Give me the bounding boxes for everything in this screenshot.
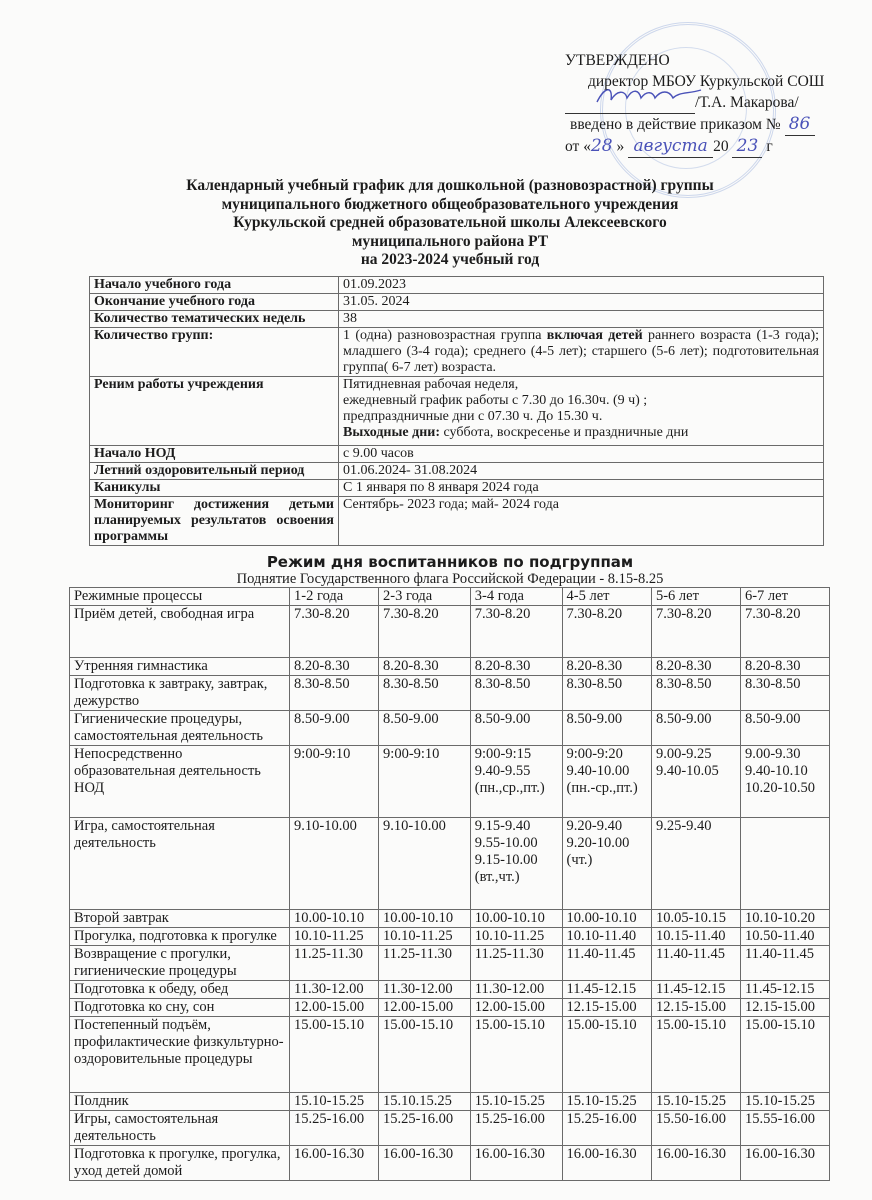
time-value: 7.30-8.20 (294, 606, 350, 622)
time-value: 12.00-15.00 (294, 999, 365, 1015)
time-value: 15.00-15.10 (744, 1017, 816, 1033)
table-row: Количество тематических недель 38 (90, 311, 824, 328)
time-value: 9.10-10.00 (294, 818, 357, 834)
time-cell (651, 981, 740, 999)
time-cell (740, 910, 829, 928)
time-cell (379, 676, 471, 711)
time-cell (470, 946, 562, 981)
table-row (70, 746, 830, 818)
time-cell (651, 1111, 740, 1146)
approval-block (565, 50, 865, 158)
time-cell (651, 676, 740, 711)
time-value: 11.25-11.30 (294, 946, 364, 962)
time-cell (651, 818, 740, 910)
time-cell (290, 711, 379, 746)
schedule-subtitle: Поднятие Государственного флага Российской Федерации - 8.15-8.25 (236, 571, 664, 587)
time-cell (651, 1017, 740, 1093)
table-row (70, 818, 830, 910)
time-value: 15.10-15.25 (294, 1093, 365, 1109)
document-title: Календарный учебный график для дошкольной (разновозрастной) группы муниципального бюджетного общеобразовательного учреждения Куркульской средней образовательной школы Алексеевского муниципального района РТ на 2023-2024 учебный год (186, 177, 714, 268)
table-row: Количество групп: 1 (одна) разновозрастная группа включая детей раннего возраста (1-3 года); младшего (3-4 года); среднего (4-5 лет); старшего (5-6 лет); подготовительная группа( 6-7 лет) возраста. (90, 328, 824, 377)
column-header: 6-7 лет (740, 588, 829, 606)
time-cell (379, 1093, 471, 1111)
time-cell (470, 1093, 562, 1111)
process-cell: Утренняя гимнастика (70, 658, 290, 676)
order-day: 28 (590, 136, 613, 156)
table-row: Окончание учебного года 31.05. 2024 (90, 294, 824, 311)
time-cell (470, 910, 562, 928)
time-value: 7.30-8.20 (474, 606, 531, 622)
column-header: 3-4 года (470, 588, 562, 606)
time-value: 11.25-11.30 (383, 946, 453, 962)
time-cell (740, 1146, 829, 1181)
time-value: 8.30-8.50 (383, 676, 439, 692)
time-value: 8.20-8.30 (566, 658, 623, 674)
table-row (70, 658, 830, 676)
time-value: 7.30-8.20 (383, 606, 439, 622)
time-cell (562, 910, 651, 928)
time-value: 9.25-9.40 (655, 818, 712, 834)
time-value: 9.40-10.10 (744, 763, 808, 779)
time-value: 9.20-10.00 (566, 835, 630, 851)
time-cell (651, 1146, 740, 1181)
time-cell (290, 981, 379, 999)
time-cell (740, 928, 829, 946)
time-cell (379, 746, 471, 818)
time-value: 11.30-12.00 (474, 981, 545, 997)
time-value: 11.30-12.00 (383, 981, 453, 997)
time-value: 12.15-15.00 (744, 999, 816, 1015)
time-value: 9.00-9.30 (744, 746, 801, 762)
time-value: 10.10-11.25 (294, 928, 364, 944)
time-value: 8.50-9.00 (744, 711, 801, 727)
process-cell: Полдник (70, 1093, 290, 1111)
time-value: 8.30-8.50 (566, 676, 623, 692)
time-value: 8.30-8.50 (655, 676, 712, 692)
table-row: Реним работы учреждения Пятидневная рабочая неделя, ежедневный график работы с 7.30 до 16.30ч. (9 ч) ; предпраздничные дни с 07.30 ч. До 15.30 ч. Выходные дни: суббота, воскресенье и праздничные дни (90, 377, 824, 446)
time-value: 7.30-8.20 (655, 606, 712, 622)
order-year: 23 (732, 136, 762, 158)
time-value: 11.40-11.45 (744, 946, 814, 962)
time-cell (379, 818, 471, 910)
process-cell: Приём детей, свободная игра (70, 606, 290, 658)
time-cell (562, 1111, 651, 1146)
time-cell (470, 606, 562, 658)
process-cell: Подготовка к обеду, обед (70, 981, 290, 999)
time-value: 11.30-12.00 (294, 981, 364, 997)
table-header-row (70, 588, 830, 606)
time-value: 16.00-16.30 (566, 1146, 637, 1162)
time-value: 16.00-16.30 (744, 1146, 816, 1162)
time-cell (562, 928, 651, 946)
time-cell (290, 999, 379, 1017)
table-row: Начало учебного года 01.09.2023 (90, 277, 824, 294)
time-value: 9.20-9.40 (566, 818, 623, 834)
approval-signature-line (565, 92, 865, 114)
time-value: 9.10-10.00 (383, 818, 446, 834)
time-value: 10.00-10.10 (474, 910, 545, 926)
time-cell (562, 606, 651, 658)
table-row (70, 1111, 830, 1146)
time-cell (740, 946, 829, 981)
approval-heading: УТВЕРЖДЕНО (565, 52, 670, 69)
time-value: 12.15-15.00 (655, 999, 727, 1015)
time-cell (290, 1017, 379, 1093)
time-value: 11.45-12.15 (744, 981, 815, 997)
time-cell (379, 1146, 471, 1181)
time-value: 8.20-8.30 (655, 658, 712, 674)
time-value: 11.45-12.15 (655, 981, 726, 997)
time-cell (651, 928, 740, 946)
time-cell (470, 1146, 562, 1181)
time-value: 16.00-16.30 (655, 1146, 727, 1162)
time-value: (пн.-ср.,пт.) (566, 780, 638, 796)
column-header: 4-5 лет (562, 588, 651, 606)
time-cell (470, 999, 562, 1017)
time-value: 15.50-16.00 (655, 1111, 727, 1127)
time-cell (379, 981, 471, 999)
table-row (70, 1093, 830, 1111)
time-value: 12.00-15.00 (383, 999, 454, 1015)
daily-schedule-table (69, 587, 830, 1181)
time-value: 11.40-11.45 (655, 946, 725, 962)
time-value: 8.50-9.00 (655, 711, 712, 727)
time-cell (740, 746, 829, 818)
time-value: 12.15-15.00 (566, 999, 637, 1015)
time-cell (562, 711, 651, 746)
time-cell (740, 818, 829, 910)
time-cell (470, 928, 562, 946)
time-value: 10.05-10.15 (655, 910, 727, 926)
table-row (70, 676, 830, 711)
column-header: 2-3 года (379, 588, 471, 606)
time-value: 10.50-11.40 (744, 928, 815, 944)
time-cell (562, 946, 651, 981)
process-cell: Подготовка ко сну, сон (70, 999, 290, 1017)
table-row (70, 928, 830, 946)
time-cell (651, 711, 740, 746)
time-cell (379, 658, 471, 676)
time-cell (470, 711, 562, 746)
time-cell (562, 1017, 651, 1093)
time-value: (пн.,ср.,пт.) (474, 780, 545, 796)
time-cell (379, 1017, 471, 1093)
time-cell (290, 946, 379, 981)
time-cell (562, 1093, 651, 1111)
time-cell (379, 1111, 471, 1146)
process-cell: Прогулка, подготовка к прогулке (70, 928, 290, 946)
time-value: 9:00-9:20 (566, 746, 623, 762)
time-cell (379, 999, 471, 1017)
time-cell (470, 981, 562, 999)
schedule-title: Режим дня воспитанников по подгруппам (266, 553, 634, 571)
process-cell: Подготовка к завтраку, завтрак, дежурство (70, 676, 290, 711)
time-value: 9.15-9.40 (474, 818, 531, 834)
time-cell (470, 818, 562, 910)
time-cell (470, 658, 562, 676)
time-value: 8.20-8.30 (744, 658, 801, 674)
time-value: 15.00-15.10 (383, 1017, 454, 1033)
column-header: Режимные процессы (70, 588, 290, 606)
time-value: 15.25-16.00 (566, 1111, 637, 1127)
time-value: (чт.) (566, 852, 593, 868)
table-row: Мониторинг достижения детьми планируемых результатов освоения программы Сентябрь- 2023 года; май- 2024 года (90, 497, 824, 546)
time-value: 10.00-10.10 (566, 910, 637, 926)
time-value: 8.50-9.00 (383, 711, 439, 727)
time-value: (вт.,чт.) (474, 869, 520, 885)
time-value: 8.20-8.30 (383, 658, 439, 674)
time-cell (379, 711, 471, 746)
time-value: 9:00-9:10 (383, 746, 440, 762)
time-cell (651, 946, 740, 981)
time-cell (740, 676, 829, 711)
calendar-info-table (89, 276, 824, 546)
time-cell (562, 676, 651, 711)
time-value: 9.40-10.05 (655, 763, 719, 779)
process-cell: Непосредственно образовательная деятельность НОД (70, 746, 290, 818)
time-cell (290, 606, 379, 658)
time-value: 10.10-10.20 (744, 910, 816, 926)
table-row: Каникулы С 1 января по 8 января 2024 года (90, 480, 824, 497)
table-row (70, 1146, 830, 1181)
time-cell (379, 606, 471, 658)
time-cell (740, 1017, 829, 1093)
time-cell (379, 910, 471, 928)
time-cell (651, 910, 740, 928)
time-cell (562, 818, 651, 910)
time-cell (290, 928, 379, 946)
time-value: 10.10-11.25 (474, 928, 545, 944)
time-value: 15.10-15.25 (474, 1093, 545, 1109)
process-cell: Второй завтрак (70, 910, 290, 928)
time-cell (470, 676, 562, 711)
time-value: 15.25-16.00 (474, 1111, 545, 1127)
process-cell: Постепенный подъём, профилактические физкультурно-оздоровительные процедуры (70, 1017, 290, 1093)
table-row: Начало НОД с 9.00 часов (90, 446, 824, 463)
time-cell (651, 999, 740, 1017)
time-value: 10.10-11.25 (383, 928, 453, 944)
approval-date-line: от «28 » августа 20 23 г (565, 136, 773, 156)
time-cell (740, 711, 829, 746)
time-value: 15.10.15.25 (383, 1093, 452, 1109)
time-cell (290, 818, 379, 910)
process-cell: Подготовка к прогулке, прогулка, уход детей домой (70, 1146, 290, 1181)
time-cell (562, 658, 651, 676)
time-cell (290, 676, 379, 711)
time-value: 15.00-15.10 (294, 1017, 365, 1033)
time-cell (290, 910, 379, 928)
time-value: 11.45-12.15 (566, 981, 637, 997)
time-value: 9.55-10.00 (474, 835, 538, 851)
time-value: 15.00-15.10 (474, 1017, 545, 1033)
time-value: 9.40-10.00 (566, 763, 630, 779)
time-cell (290, 1093, 379, 1111)
order-number: 86 (785, 114, 815, 136)
time-cell (562, 999, 651, 1017)
time-cell (290, 1111, 379, 1146)
table-row (70, 606, 830, 658)
time-value: 10.00-10.10 (383, 910, 454, 926)
approval-name: /Т.А. Макарова/ (695, 94, 799, 111)
approval-order-line: введено в действие приказом № 86 (565, 114, 865, 136)
time-value: 8.50-9.00 (294, 711, 350, 727)
time-cell (740, 606, 829, 658)
time-value: 15.25-16.00 (294, 1111, 365, 1127)
time-value: 8.30-8.50 (294, 676, 350, 692)
process-cell: Возвращение с прогулки, гигиенические процедуры (70, 946, 290, 981)
time-cell (470, 746, 562, 818)
table-row (70, 946, 830, 981)
time-value: 15.10-15.25 (566, 1093, 637, 1109)
time-cell (740, 1093, 829, 1111)
time-cell (562, 1146, 651, 1181)
time-value: 8.50-9.00 (474, 711, 531, 727)
time-value: 10.00-10.10 (294, 910, 365, 926)
time-cell (740, 1111, 829, 1146)
time-cell (379, 946, 471, 981)
time-cell (562, 746, 651, 818)
table-row (70, 999, 830, 1017)
time-value: 8.30-8.50 (474, 676, 531, 692)
time-value: 7.30-8.20 (744, 606, 801, 622)
order-month: августа (628, 136, 713, 158)
table-row (70, 981, 830, 999)
time-cell (562, 981, 651, 999)
table-row (70, 1017, 830, 1093)
time-value: 9.40-9.55 (474, 763, 531, 779)
time-cell (379, 928, 471, 946)
process-cell: Игра, самостоятельная деятельность (70, 818, 290, 910)
time-cell (290, 746, 379, 818)
time-cell (290, 1146, 379, 1181)
time-cell (470, 1111, 562, 1146)
time-cell (651, 658, 740, 676)
time-value: 8.20-8.30 (294, 658, 350, 674)
table-row (70, 711, 830, 746)
time-value: 15.10-15.25 (655, 1093, 727, 1109)
time-value: 8.20-8.30 (474, 658, 531, 674)
time-value: 15.00-15.10 (566, 1017, 637, 1033)
time-value: 15.10-15.25 (744, 1093, 816, 1109)
time-cell (740, 999, 829, 1017)
time-cell (470, 1017, 562, 1093)
process-cell: Игры, самостоятельная деятельность (70, 1111, 290, 1146)
table-row: Летний оздоровительный период 01.06.2024- 31.08.2024 (90, 463, 824, 480)
time-value: 11.25-11.30 (474, 946, 544, 962)
time-value: 16.00-16.30 (294, 1146, 365, 1162)
time-value: 16.00-16.30 (383, 1146, 454, 1162)
time-cell (740, 658, 829, 676)
time-value: 8.30-8.50 (744, 676, 801, 692)
time-value: 9:00-9:15 (474, 746, 532, 762)
time-cell (740, 981, 829, 999)
table-row (70, 910, 830, 928)
time-value: 9.00-9.25 (655, 746, 712, 762)
time-value: 15.00-15.10 (655, 1017, 727, 1033)
time-value: 10.20-10.50 (744, 780, 816, 796)
time-value: 16.00-16.30 (474, 1146, 545, 1162)
time-value: 12.00-15.00 (474, 999, 545, 1015)
time-value: 9.15-10.00 (474, 852, 538, 868)
time-value: 9:00-9:10 (294, 746, 351, 762)
time-value: 7.30-8.20 (566, 606, 623, 622)
time-value: 11.40-11.45 (566, 946, 636, 962)
time-value: 10.10-11.40 (566, 928, 637, 944)
time-cell (651, 746, 740, 818)
column-header: 1-2 года (290, 588, 379, 606)
time-value: 15.25-16.00 (383, 1111, 454, 1127)
time-cell (651, 606, 740, 658)
time-cell (651, 1093, 740, 1111)
time-value: 15.55-16.00 (744, 1111, 816, 1127)
time-value: 8.50-9.00 (566, 711, 623, 727)
column-header: 5-6 лет (651, 588, 740, 606)
process-cell: Гигиенические процедуры, самостоятельная деятельность (70, 711, 290, 746)
approval-position: директор МБОУ Куркульской СОШ (588, 73, 825, 90)
time-cell (290, 658, 379, 676)
time-value: 10.15-11.40 (655, 928, 726, 944)
